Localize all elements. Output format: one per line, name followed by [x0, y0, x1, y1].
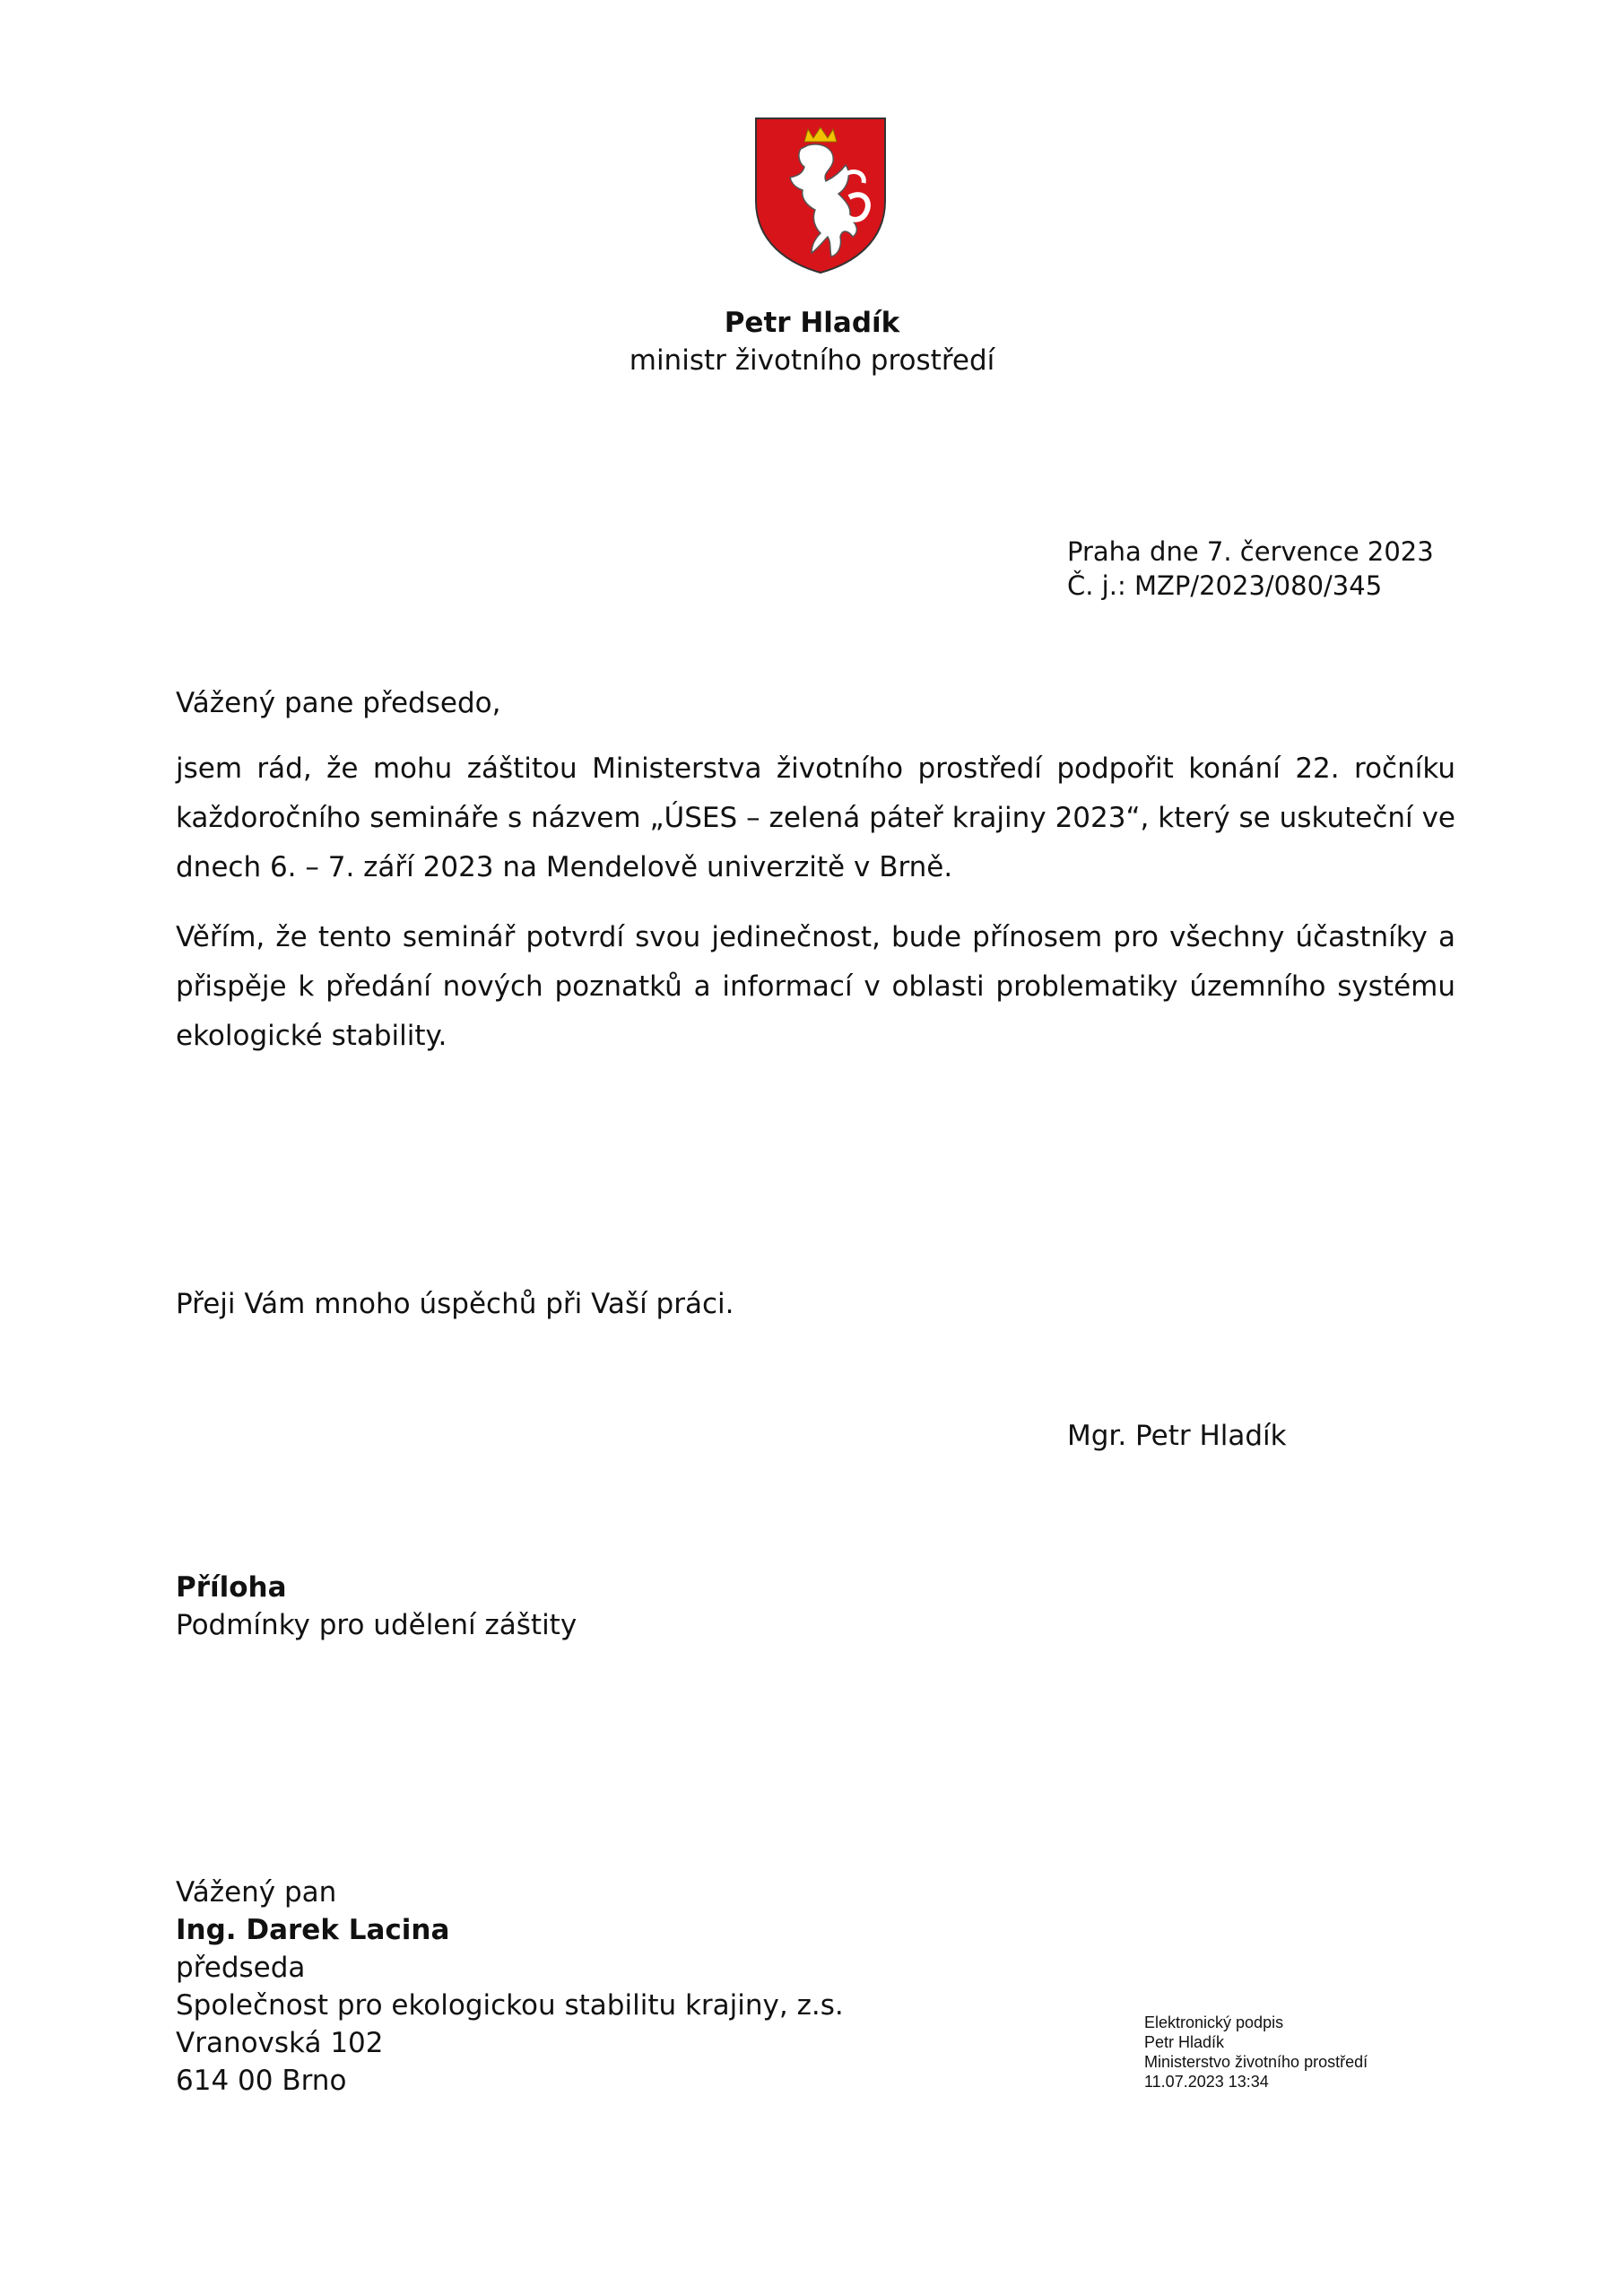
recipient-organization: Společnost pro ekologickou stabilitu krajiny, z.s.: [176, 1989, 844, 2022]
attachment-item: Podmínky pro udělení záštity: [176, 1609, 578, 1641]
recipient-role: předseda: [176, 1952, 306, 1984]
esig-name: Petr Hladík: [1144, 2033, 1225, 2051]
recipient-name: Ing. Darek Lacina: [176, 1914, 450, 1946]
signature-name: Mgr. Petr Hladík: [1067, 1420, 1287, 1452]
attachment-heading: Příloha: [176, 1571, 287, 1604]
sender-name: Petr Hladík: [724, 307, 900, 339]
coat-of-arms-icon: [752, 115, 889, 274]
salutation: Vážený pane předsedo,: [176, 687, 501, 719]
place-date: Praha dne 7. července 2023: [1067, 536, 1434, 567]
esig-institution: Ministerstvo životního prostředí: [1144, 2053, 1368, 2071]
closing-line: Přeji Vám mnoho úspěchů při Vaší práci.: [176, 1288, 734, 1320]
body-paragraph-2: Věřím, že tento seminář potvrdí svou jedinečnost, bude přínosem pro všechny účastníky a přispěje k předání nových poznatků a informací v oblasti problematiky územního systému ekologické stability.: [176, 921, 1455, 1052]
recipient-city: 614 00 Brno: [176, 2065, 347, 2097]
esig-timestamp: 11.07.2023 13:34: [1144, 2073, 1269, 2091]
recipient-street: Vranovská 102: [176, 2027, 384, 2059]
esig-label: Elektronický podpis: [1144, 2013, 1284, 2031]
body-paragraph-1: jsem rád, že mohu záštitou Ministerstva životního prostředí podpořit konání 22. ročníku každoročního semináře s názvem „ÚSES – zelená páteř krajiny 2023“, který se uskuteční ve dnech 6. – 7. září 2023 na Mendelově univerzitě v Brně.: [176, 752, 1455, 883]
reference-number: Č. j.: MZP/2023/080/345: [1067, 570, 1383, 601]
sender-title: ministr životního prostředí: [629, 344, 995, 377]
recipient-greeting: Vážený pan: [176, 1876, 337, 1909]
